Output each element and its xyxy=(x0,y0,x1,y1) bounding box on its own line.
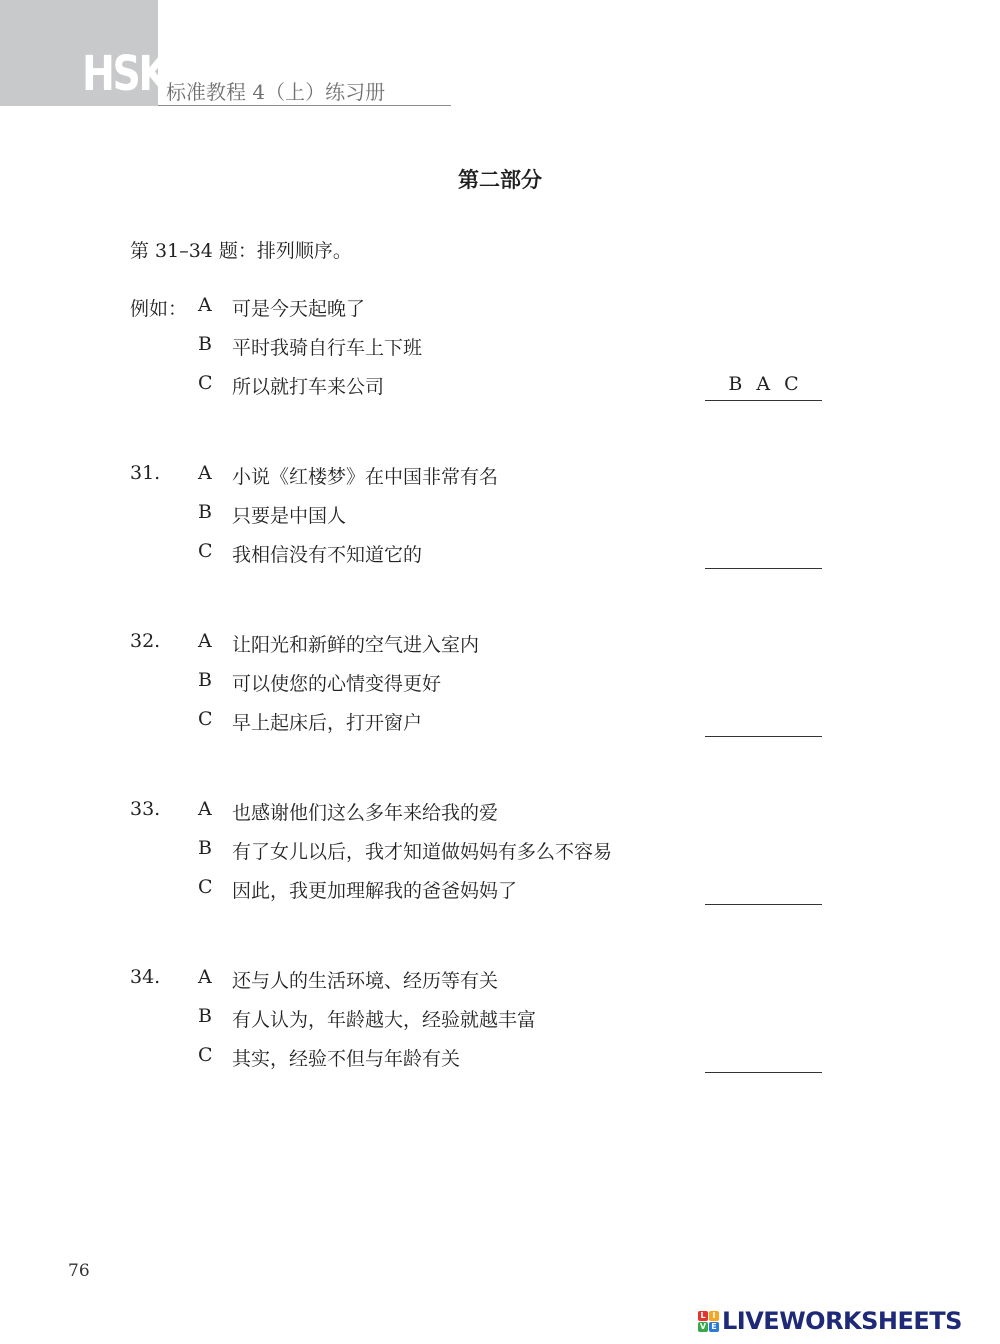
option-letter: C xyxy=(198,540,213,562)
option-letter: B xyxy=(198,501,212,523)
brand-letter-v: V xyxy=(699,1321,707,1331)
example-option-text: 可是今天起晚了 xyxy=(232,298,366,320)
question-number: 32. xyxy=(130,630,161,652)
option-text: 可以使您的心情变得更好 xyxy=(232,673,442,695)
option-text: 有了女儿以后，我才知道做妈妈有多么不容易 xyxy=(232,841,613,863)
option-text: 我相信没有不知道它的 xyxy=(232,544,423,566)
option-text: 也感谢他们这么多年来给我的爱 xyxy=(232,802,499,824)
brand-letter-l: L xyxy=(698,1311,708,1321)
example-answer: B A C xyxy=(728,373,799,395)
example-option-text: 平时我骑自行车上下班 xyxy=(232,337,423,359)
option-letter: A xyxy=(198,966,212,988)
option-letter: A xyxy=(198,798,212,820)
answer-line xyxy=(705,568,822,569)
example-option-text: 所以就打车来公司 xyxy=(232,376,385,398)
option-letter: B xyxy=(198,1005,212,1027)
question-number: 34. xyxy=(130,966,161,988)
section-title: 第二部分 xyxy=(458,167,542,192)
brand-letter-i: I xyxy=(709,1311,719,1321)
option-letter: A xyxy=(198,462,212,484)
option-letter: C xyxy=(198,708,213,730)
question-number: 31. xyxy=(130,462,161,484)
option-text: 早上起床后，打开窗户 xyxy=(232,712,423,734)
option-text: 只要是中国人 xyxy=(232,505,347,527)
instruction: 第 31–34 题：排列顺序。 xyxy=(130,240,352,262)
option-text: 有人认为，年龄越大，经验就越丰富 xyxy=(232,1009,537,1031)
option-letter: B xyxy=(198,837,212,859)
example-answer-line xyxy=(705,400,822,401)
option-letter: B xyxy=(198,669,212,691)
brand-letter-e: E xyxy=(709,1322,719,1332)
example-option-letter: C xyxy=(198,372,213,394)
example-label: 例如： xyxy=(130,298,188,320)
option-text: 还与人的生活环境、经历等有关 xyxy=(232,970,499,992)
example-option-letter: A xyxy=(198,294,212,316)
brand-name: LIVEWORKSHEETS xyxy=(722,1307,962,1335)
brand-grid-icon xyxy=(698,1311,719,1332)
hsk-logo: HSK xyxy=(82,46,167,102)
liveworksheets-logo[interactable] xyxy=(698,1307,962,1335)
answer-line xyxy=(705,1072,822,1073)
answer-line xyxy=(705,904,822,905)
option-letter: A xyxy=(198,630,212,652)
option-letter: C xyxy=(198,1044,213,1066)
example-option-letter: B xyxy=(198,333,212,355)
option-text: 让阳光和新鲜的空气进入室内 xyxy=(232,634,480,656)
book-title: 标准教程 4（上）练习册 xyxy=(166,80,386,104)
option-text: 因此，我更加理解我的爸爸妈妈了 xyxy=(232,880,518,902)
answer-line xyxy=(705,736,822,737)
option-letter: C xyxy=(198,876,213,898)
option-text: 小说《红楼梦》在中国非常有名 xyxy=(232,466,499,488)
question-number: 33. xyxy=(130,798,161,820)
option-text: 其实，经验不但与年龄有关 xyxy=(232,1048,461,1070)
page-number: 76 xyxy=(68,1261,90,1281)
header-rule xyxy=(158,105,451,106)
